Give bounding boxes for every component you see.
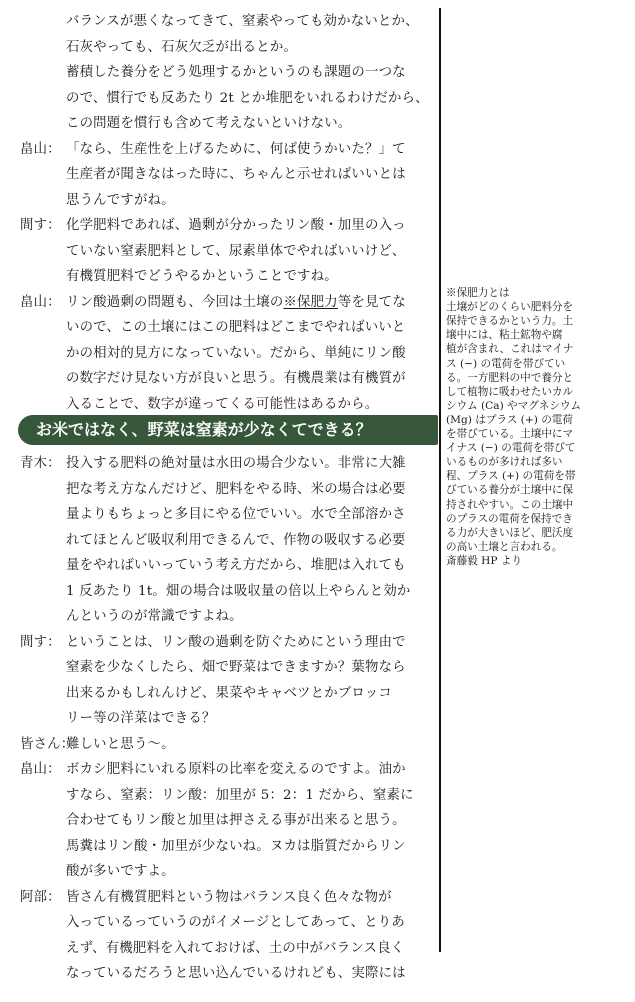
speaker-name: 阿部： <box>20 889 61 905</box>
dialogue-text: 1 反あたり 1t。畑の場合は吸収量の倍以上やらんと効か <box>66 583 411 599</box>
dialogue-text <box>66 290 406 315</box>
sidenote-line: いるものが多ければ多い <box>446 456 563 469</box>
dialogue-text: 把な考え方なんだけど、肥料をやる時、米の場合は必要 <box>66 481 406 497</box>
dialogue-text: 蓄積した養分をどう処理するかというのも課題の一つな <box>66 65 406 80</box>
speaker-name: 皆さん： <box>20 736 75 752</box>
dialogue-text: んというのが常識ですよね。 <box>66 609 243 624</box>
dialogue-text: 皆さん有機質肥料という物はバランス良く色々な物が <box>66 889 392 905</box>
dialogue-text: 有機質肥料でどうやるかということですね。 <box>66 269 338 284</box>
dialogue-text: 量よりもちょっと多目にやる位でいい。水で全部溶かさ <box>66 507 406 522</box>
sidenote-line: 程、プラス (+) の電荷を帯 <box>446 470 576 483</box>
dialogue-text: ていない窒素肥料として、尿素単体でやればいいけど、 <box>66 243 406 259</box>
dialogue-text: ということは、リン酸の過剰を防ぐためにという理由で <box>66 634 406 650</box>
dialogue-text: 酸が多いですよ。 <box>66 864 175 879</box>
dialogue-text: 生産者が聞きなはった時に、ちゃんと示せればいいとは <box>66 167 406 182</box>
sidenote-line: 保持できるかという力。土 <box>446 315 574 328</box>
dialogue-text: 石灰やっても、石灰欠乏が出るとか。 <box>66 39 298 55</box>
text-segment: 等を見てな <box>337 294 406 310</box>
footnote-reference-hohiryoku: ※保肥力 <box>283 294 338 310</box>
dialogue-text: れてほとんど吸収利用できるんで、作物の吸収する必要 <box>66 532 406 548</box>
sidenote-title: ※保肥力とは <box>446 287 510 299</box>
section-heading-text: お米ではなく、野菜は窒素が少なくてできる？ <box>36 420 372 439</box>
sidenote-line: る力が大きいほど、肥沃度 <box>446 526 574 539</box>
sidenote-line: の高い土壌と言われる。 <box>446 540 563 553</box>
sidenote-line: る。一方肥料の中で養分と <box>446 371 574 384</box>
sidenote-line: を帯びている。土壌中にマ <box>446 428 574 440</box>
dialogue-text: 投入する肥料の絶対量は水田の場合少ない。非常に大雑 <box>66 456 406 471</box>
sidenote-line: 土壌がどのくらい肥料分を <box>446 301 574 314</box>
dialogue-text: すなら、窒素：リン酸：加里が 5：2：1 だから、窒素に <box>66 787 414 803</box>
text-segment: リン酸過剰の問題も、今回は土壌の <box>66 294 284 310</box>
dialogue-text: 難しいと思う〜。 <box>66 736 175 752</box>
speaker-name: 畠山： <box>20 141 61 157</box>
dialogue-text: 合わせてもリン酸と加里は押さえる事が出来ると思う。 <box>66 813 406 828</box>
sidenote-line: のプラスの電荷を保持でき <box>446 512 573 525</box>
sidenote-line: イナス (−) の電荷を帯びて <box>446 442 576 455</box>
sidenote-line: 壌中には、粘土鉱物や腐 <box>446 329 563 342</box>
dialogue-text: かの相対的見方になっていない。だから、単純にリン酸 <box>66 345 406 361</box>
sidenote-line: 植が含まれ、これはマイナ <box>446 343 574 356</box>
speaker-name: 畠山： <box>20 762 61 777</box>
speaker-name: 青木： <box>20 456 61 471</box>
dialogue-text: えず、有機肥料を入れておけば、土の中がバランス良く <box>66 940 405 956</box>
section-heading <box>18 415 438 445</box>
sidenote-line: ス (−) の電荷を帯びてい <box>446 357 566 370</box>
dialogue-text: 入っているっていうのがイメージとしてあって、とりあ <box>66 915 405 930</box>
dialogue-text: ので、慣行でも反あたり 2t とか堆肥をいれるわけだから、 <box>66 90 429 106</box>
speaker-name: 畠山： <box>20 294 61 310</box>
sidenote-line: 斎藤毅 HP より <box>446 554 523 567</box>
dialogue-text: 出来るかもしれんけど、果菜やキャベツとかブロッコ <box>66 685 392 701</box>
sidenote-line: びている養分が土壌中に保 <box>446 484 574 497</box>
sidenote-line: (Mg) はプラス (+) の電荷 <box>446 413 573 426</box>
dialogue-text: リー等の洋菜はできる？ <box>66 711 216 726</box>
dialogue-text: この問題を慣行も含めて考えないといけない。 <box>66 116 352 131</box>
sidenote-line: して植物に吸わせたいカル <box>446 385 574 398</box>
dialogue-text: 馬糞はリン酸・加里が少ないね。ヌカは脂質だからリン <box>66 838 406 854</box>
speaker-name: 間す： <box>20 634 61 650</box>
dialogue-text: バランスが悪くなってきて、窒素やっても効かないとか、 <box>66 14 419 29</box>
dialogue-text: 思うんですがね。 <box>66 192 175 208</box>
dialogue-text: 窒素を少なくしたら、畑で野菜はできますか？葉物なら <box>66 660 406 675</box>
dialogue-text: の数字だけ見ない方が良いと思う。有機農業は有機質が <box>66 371 406 386</box>
sidenote-line: シウム (Ca) やマグネシウム <box>446 399 582 412</box>
dialogue-text: 入ることで、数字が違ってくる可能性はあるから。 <box>66 396 379 412</box>
speaker-name: 間す： <box>20 218 61 233</box>
dialogue-text: いので、この土壌にはこの肥料はどこまでやればいいと <box>66 320 406 335</box>
dialogue-text: なっているだろうと思い込んでいるけれども、実際には <box>66 966 406 981</box>
dialogue-text: 「なら、生産性を上げるために、何ば使うかいた？」て <box>66 141 406 157</box>
sidenote-line: 持されやすい。この土壌中 <box>446 498 574 511</box>
dialogue-text: 化学肥料であれば、過剰が分かったリン酸・加里の入っ <box>66 218 406 233</box>
dialogue-text: ボカシ肥料にいれる原料の比率を変えるのですよ。油か <box>66 762 406 777</box>
column-divider <box>439 8 441 952</box>
dialogue-text: 量をやればいいっていう考え方だから、堆肥は入れても <box>66 558 406 573</box>
